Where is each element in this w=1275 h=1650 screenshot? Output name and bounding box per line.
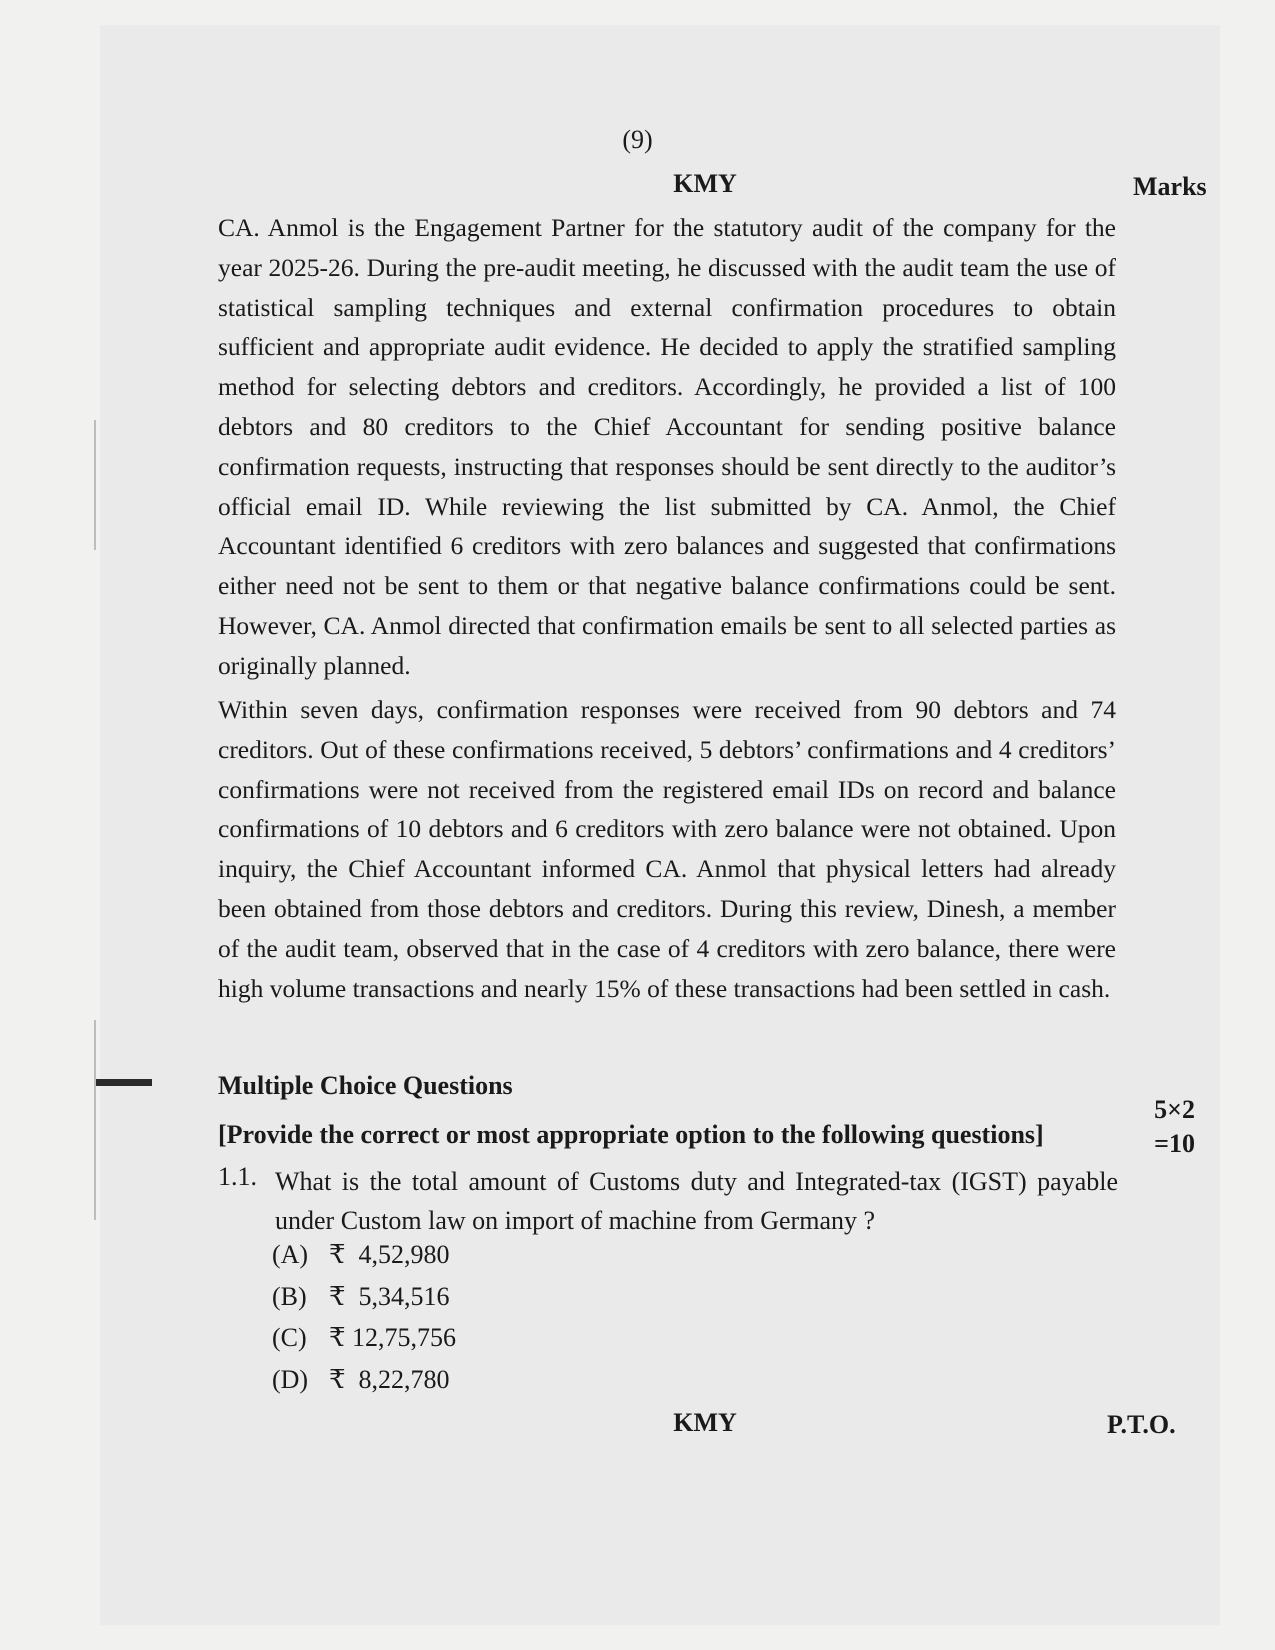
mcq-instruction: [Provide the correct or most appropriate option to the following questions]	[218, 1120, 1044, 1149]
question-number: 1.1.	[218, 1162, 257, 1191]
marks-line-1: 5×2	[1154, 1095, 1195, 1124]
please-turn-over: P.T.O.	[1107, 1410, 1176, 1439]
option-label: (A)	[272, 1240, 309, 1269]
marks-line-2: =10	[1154, 1129, 1195, 1158]
case-study-paragraph-1: CA. Anmol is the Engagement Partner for the statutory audit of the company for the year 2025-26. During the pre-audit meeting, he discussed with the audit team the use of statistical sampling techniques and external confirmation procedures to obtain sufficient and appropriate audit evidence. He decided to apply the stratified sampling method for selecting debtors and creditors. Accordingly, he provided a list of 100 debtors and 80 creditors to the Chief Accountant for sending positive balance confirmation requests, instructing that responses should be sent directly to the auditor’s official email ID. While reviewing the list submitted by CA. Anmol, the Chief Accountant identified 6 creditors with zero balances and suggested that confirmations either need not be sent to them or that negative balance confirmations could be sent. However, CA. Anmol directed that confirmation emails be sent to all selected parties as originally planned.	[218, 213, 1116, 680]
option-value: ₹ 12,75,756	[329, 1323, 457, 1352]
mcq-heading: Multiple Choice Questions	[218, 1071, 513, 1100]
binding-shadow	[94, 1020, 96, 1220]
option-label: (C)	[272, 1323, 307, 1352]
marks-column-label: Marks	[1133, 172, 1207, 201]
paper-code-footer: KMY	[673, 1408, 737, 1437]
option-label: (D)	[272, 1365, 309, 1394]
option-value: ₹ 5,34,516	[329, 1282, 450, 1311]
option-value: ₹ 8,22,780	[329, 1365, 450, 1394]
margin-marker	[96, 1079, 152, 1086]
option-value: ₹ 4,52,980	[329, 1240, 450, 1269]
option-b	[272, 1282, 450, 1312]
page-number: (9)	[622, 125, 653, 154]
option-label: (B)	[272, 1282, 307, 1311]
option-a	[272, 1240, 450, 1270]
binding-shadow	[94, 420, 96, 550]
case-study-paragraph-2: Within seven days, confirmation responses were received from 90 debtors and 74 creditors. Out of these confirmations received, 5 debtors’ confirmations and 4 creditors’ confirmations were not received from the registered email IDs on record and balance confirmations of 10 debtors and 6 creditors with zero balance were not obtained. Upon inquiry, the Chief Accountant informed CA. Anmol that physical letters had already been obtained from those debtors and creditors. During this review, Dinesh, a member of the audit team, observed that in the case of 4 creditors with zero balance, there were high volume transactions and nearly 15% of these transactions had been settled in cash.	[218, 695, 1116, 1003]
option-c	[272, 1323, 456, 1353]
paper-code-header: KMY	[673, 169, 737, 198]
option-d	[272, 1365, 450, 1395]
question-text: What is the total amount of Customs duty and Integrated-tax (IGST) payable under Custom law on import of machine from Germany ?	[275, 1167, 1118, 1235]
marks-allocation	[1150, 1093, 1195, 1161]
